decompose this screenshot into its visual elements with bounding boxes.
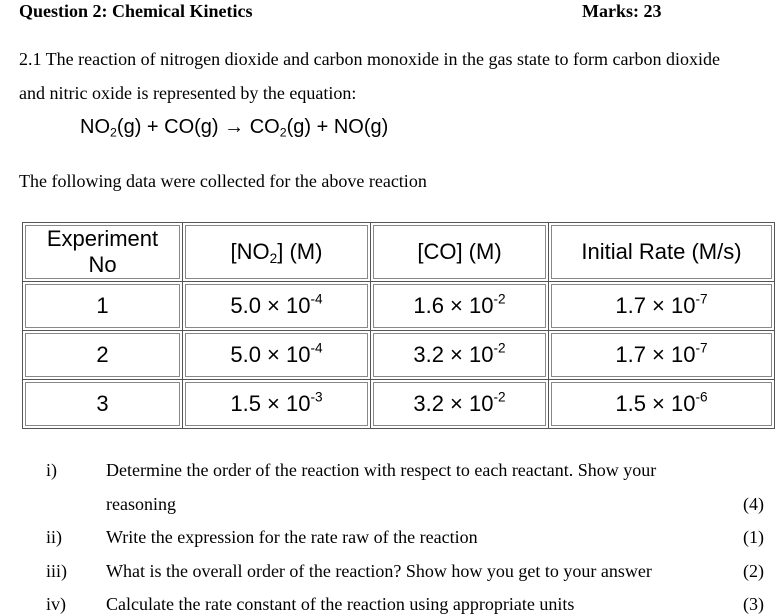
mantissa: 5.0 × 10: [230, 293, 311, 318]
mantissa: 1.5 × 10: [615, 391, 696, 416]
exponent: -3: [310, 389, 323, 405]
cell-co: [371, 331, 549, 380]
mantissa: 5.0 × 10: [230, 342, 311, 367]
header-experiment-line1: Experiment: [46, 226, 159, 251]
cell-rate: [549, 331, 775, 380]
table-row: [23, 331, 775, 380]
data-intro: The following data were collected for the above reaction: [19, 171, 427, 191]
header-experiment-line2: No: [88, 252, 117, 277]
header-co: [CO] (M): [371, 223, 549, 282]
question-number: iii): [46, 561, 67, 581]
cell-no2: [183, 282, 371, 331]
question-text-cont: reasoning: [106, 494, 176, 514]
question-text: Calculate the rate constant of the reaction using appropriate units: [106, 594, 575, 614]
marks-total: Marks: 23: [582, 1, 662, 21]
kinetics-data-table: [22, 222, 775, 429]
mantissa: 1.7 × 10: [615, 293, 696, 318]
question-marks: (2): [743, 561, 764, 581]
question-marks: (3): [743, 594, 764, 614]
table-row: [23, 282, 775, 331]
eq-part: NO: [80, 116, 110, 138]
reaction-equation: [80, 116, 388, 139]
eq-subscript: 2: [279, 125, 287, 140]
intro-line-2: and nitric oxide is represented by the equation:: [19, 83, 357, 103]
question-number: iv): [46, 594, 66, 614]
cell-rate: [549, 380, 775, 429]
header-no2-post: ] (M): [277, 239, 323, 264]
cell-co: [371, 282, 549, 331]
mantissa: 1.6 × 10: [413, 293, 494, 318]
question-text: What is the overall order of the reaction? Show how you get to your answer: [106, 561, 652, 581]
question-text: Determine the order of the reaction with respect to each reactant. Show your: [106, 460, 657, 480]
question-number: i): [46, 460, 57, 480]
question-title: Question 2: Chemical Kinetics: [19, 1, 253, 21]
cell-co: [371, 380, 549, 429]
cell-exp: 3: [23, 380, 183, 429]
mantissa: 3.2 × 10: [413, 391, 494, 416]
question-marks: (1): [743, 527, 764, 547]
exponent: -4: [310, 340, 323, 356]
cell-no2: [183, 380, 371, 429]
header-no2: [183, 223, 371, 282]
question-text: Write the expression for the rate raw of the reaction: [106, 527, 478, 547]
header-experiment: [23, 223, 183, 282]
exponent: -2: [493, 340, 506, 356]
intro-line-1: 2.1 The reaction of nitrogen dioxide and carbon monoxide in the gas state to form carbon dioxide: [19, 49, 720, 69]
exponent: -2: [493, 291, 506, 307]
table-header-row: [23, 223, 775, 282]
header-no2-sub: 2: [269, 251, 278, 267]
exponent: -7: [695, 340, 708, 356]
eq-subscript: 2: [110, 125, 117, 140]
cell-rate: [549, 282, 775, 331]
header-no2-pre: [NO: [230, 239, 270, 264]
cell-exp: 1: [23, 282, 183, 331]
header-rate: Initial Rate (M/s): [549, 223, 775, 282]
eq-part: (g) + CO(g) → CO: [116, 116, 280, 138]
cell-no2: [183, 331, 371, 380]
eq-part: (g) + NO(g): [286, 116, 389, 138]
exponent: -4: [310, 291, 323, 307]
mantissa: 1.7 × 10: [615, 342, 696, 367]
exponent: -2: [493, 389, 506, 405]
table-row: [23, 380, 775, 429]
question-marks: (4): [743, 494, 764, 514]
cell-exp: 2: [23, 331, 183, 380]
mantissa: 1.5 × 10: [230, 391, 311, 416]
mantissa: 3.2 × 10: [413, 342, 494, 367]
exponent: -7: [695, 291, 708, 307]
question-number: ii): [46, 527, 62, 547]
exponent: -6: [695, 389, 708, 405]
